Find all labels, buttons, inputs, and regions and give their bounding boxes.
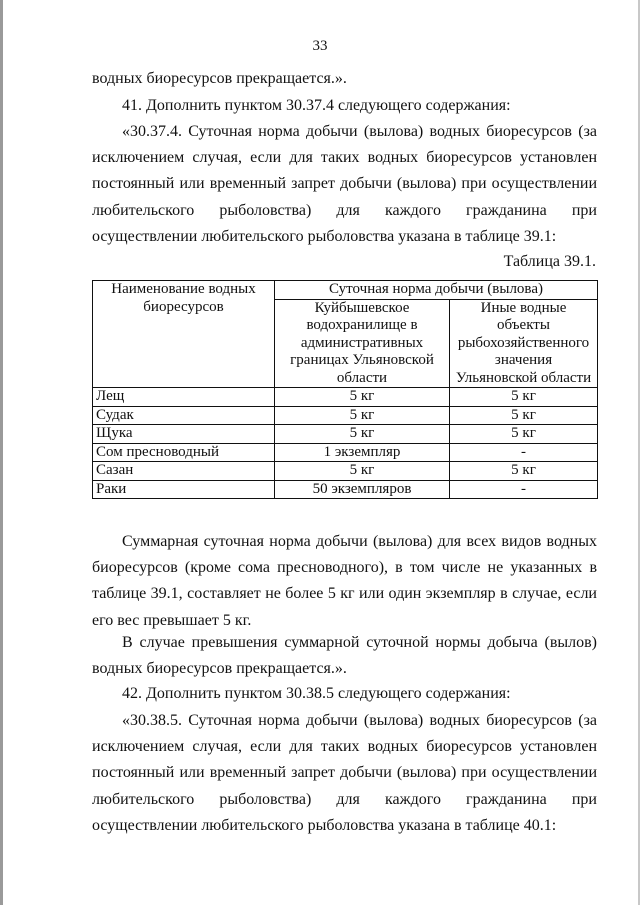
species-name: Судак	[93, 406, 275, 425]
scan-edge-left	[0, 0, 3, 905]
species-name: Лещ	[93, 388, 275, 407]
table-row	[93, 462, 598, 481]
norm-other: -	[450, 443, 598, 462]
species-name: Сом пресноводный	[93, 443, 275, 462]
table-caption: Таблица 39.1.	[503, 253, 596, 270]
table-header-row	[93, 281, 598, 300]
catch-norm-table	[92, 280, 598, 499]
species-name: Щука	[93, 425, 275, 444]
table-row	[93, 388, 598, 407]
paragraph-30-38-5: «30.38.5. Суточная норма добычи (вылова) водных биоресурсов (за исключением случая, если для таких водных биоресурсов установлен постоянный или временный запрет добычи (вылова) при осуществлении любительского рыболовства) для каждого гражданина при осуществлении любительского рыболовства указана в таблице 40.1:	[92, 712, 597, 834]
paragraph-item-41: 41. Дополнить пунктом 30.37.4 следующего содержания:	[122, 97, 511, 114]
norm-other: 5 кг	[450, 425, 598, 444]
paragraph-item-42: 42. Дополнить пунктом 30.38.5 следующего содержания:	[122, 685, 511, 702]
norm-kuibyshev: 5 кг	[275, 388, 450, 407]
subheader-kuibyshev-reservoir: Куйбышевское водохранилище в административных границах Ульяновской области	[275, 299, 450, 388]
table-row	[93, 406, 598, 425]
norm-kuibyshev: 5 кг	[275, 406, 450, 425]
norm-kuibyshev: 5 кг	[275, 462, 450, 481]
species-name: Сазан	[93, 462, 275, 481]
table-row	[93, 480, 598, 499]
species-name: Раки	[93, 480, 275, 499]
paragraph-30-37-4: «30.37.4. Суточная норма добычи (вылова) водных биоресурсов (за исключением случая, если для таких водных биоресурсов установлен постоянный или временный запрет добычи (вылова) при осуществлении любительского рыболовства) для каждого гражданина при осуществлении любительского рыболовства указана в таблице 39.1:	[92, 123, 597, 245]
norm-kuibyshev: 1 экземпляр	[275, 443, 450, 462]
table-row	[93, 443, 598, 462]
norm-other: -	[450, 480, 598, 499]
table-row	[93, 425, 598, 444]
paragraph-total-norm: Суммарная суточная норма добычи (вылова) для всех видов водных биоресурсов (кроме сома пресноводного), в том числе не указанных в таблице 39.1, составляет не более 5 кг или один экземпляр в случае, если его вес превышает 5 кг.	[92, 533, 597, 629]
subheader-other-water-bodies: Иные водные объекты рыбохозяйственного значения Ульяновской области	[450, 299, 598, 388]
page-number: 33	[312, 38, 328, 54]
paragraph-excess: В случае превышения суммарной суточной нормы добыча (вылов) водных биоресурсов прекращается.».	[92, 634, 597, 678]
norm-kuibyshev: 5 кг	[275, 425, 450, 444]
norm-other: 5 кг	[450, 406, 598, 425]
norm-other: 5 кг	[450, 462, 598, 481]
header-species-name: Наименование водных биоресурсов	[93, 281, 275, 388]
paragraph-continuation: водных биоресурсов прекращается.».	[92, 70, 347, 87]
norm-kuibyshev: 50 экземпляров	[275, 480, 450, 499]
header-daily-norm: Суточная норма добычи (вылова)	[275, 281, 598, 300]
norm-other: 5 кг	[450, 388, 598, 407]
